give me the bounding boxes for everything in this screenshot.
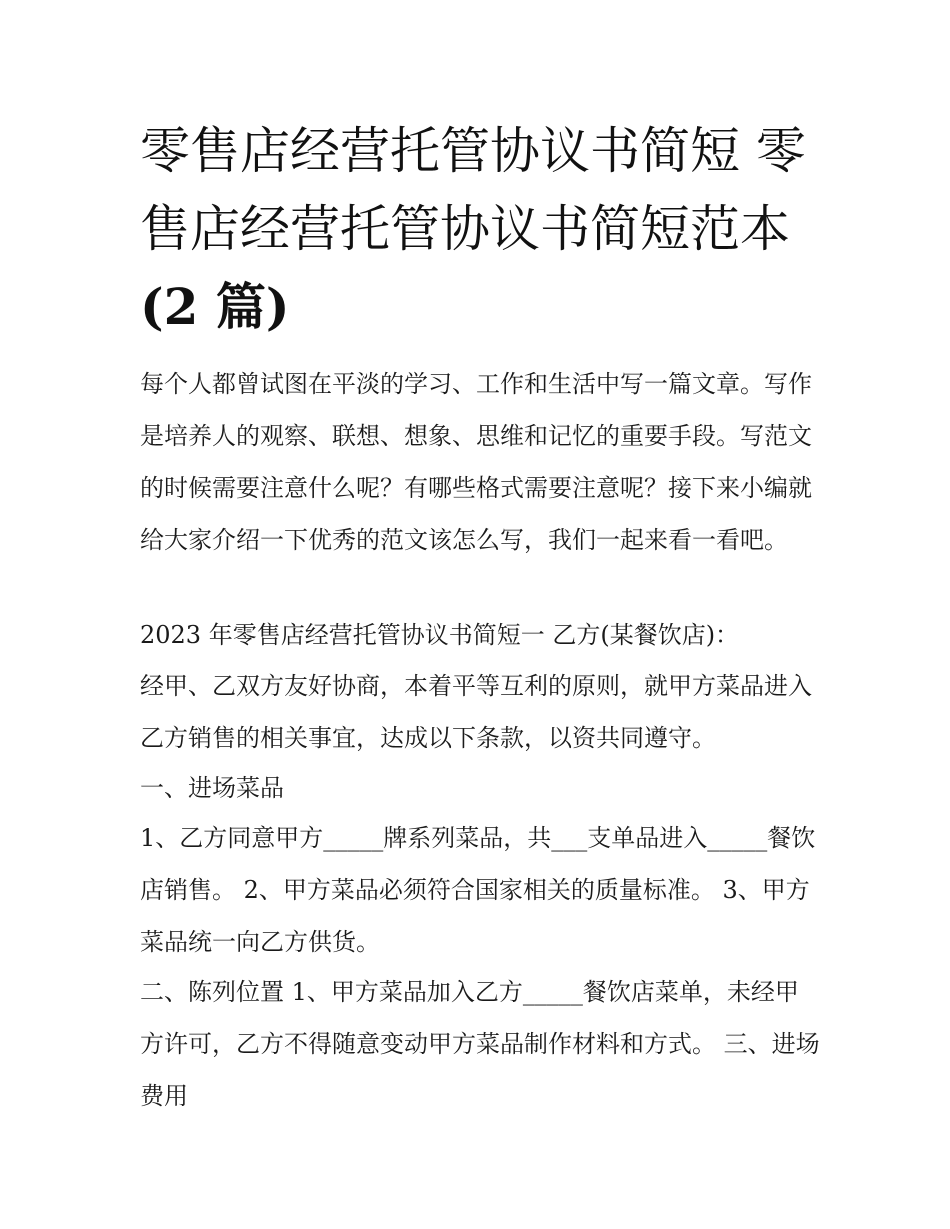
title-line-2: 售店经营托管协议书简短范本 [140, 200, 790, 258]
section-one-body: 1、乙方同意甲方_____牌系列菜品，共___支单品进入_____餐饮店销售。 2、甲方菜品必须符合国家相关的质量标准。 3、甲方菜品统一向乙方供货。 [140, 824, 816, 956]
title-line-1: 零售店经营托管协议书简短 零 [140, 122, 806, 180]
agreement-paragraph: 经甲、乙双方友好协商，本着平等互利的原则，就甲方菜品进入乙方销售的相关事宜，达成以下条款，以资共同遵守。 [140, 672, 812, 752]
intro-paragraph: 每个人都曾试图在平淡的学习、工作和生活中写一篇文章。写作是培养人的观察、联想、想象、思维和记忆的重要手段。写范文的时候需要注意什么呢？有哪些格式需要注意呢？接下来小编就给大家介绍一下优秀的范文该怎么写，我们一起来看一看吧。 [140, 370, 812, 554]
document-title [140, 112, 820, 346]
section-one-heading: 一、进场菜品 [140, 774, 284, 802]
subheading: 2023 年零售店经营托管协议书简短一 乙方(某餐饮店)： [140, 621, 740, 649]
title-count: (2 篇) [140, 277, 290, 336]
section-two-body: 二、陈列位置 1、甲方菜品加入乙方_____餐饮店菜单，未经甲方许可，乙方不得随意变动甲方菜品制作材料和方式。 三、进场费用 [140, 978, 820, 1110]
